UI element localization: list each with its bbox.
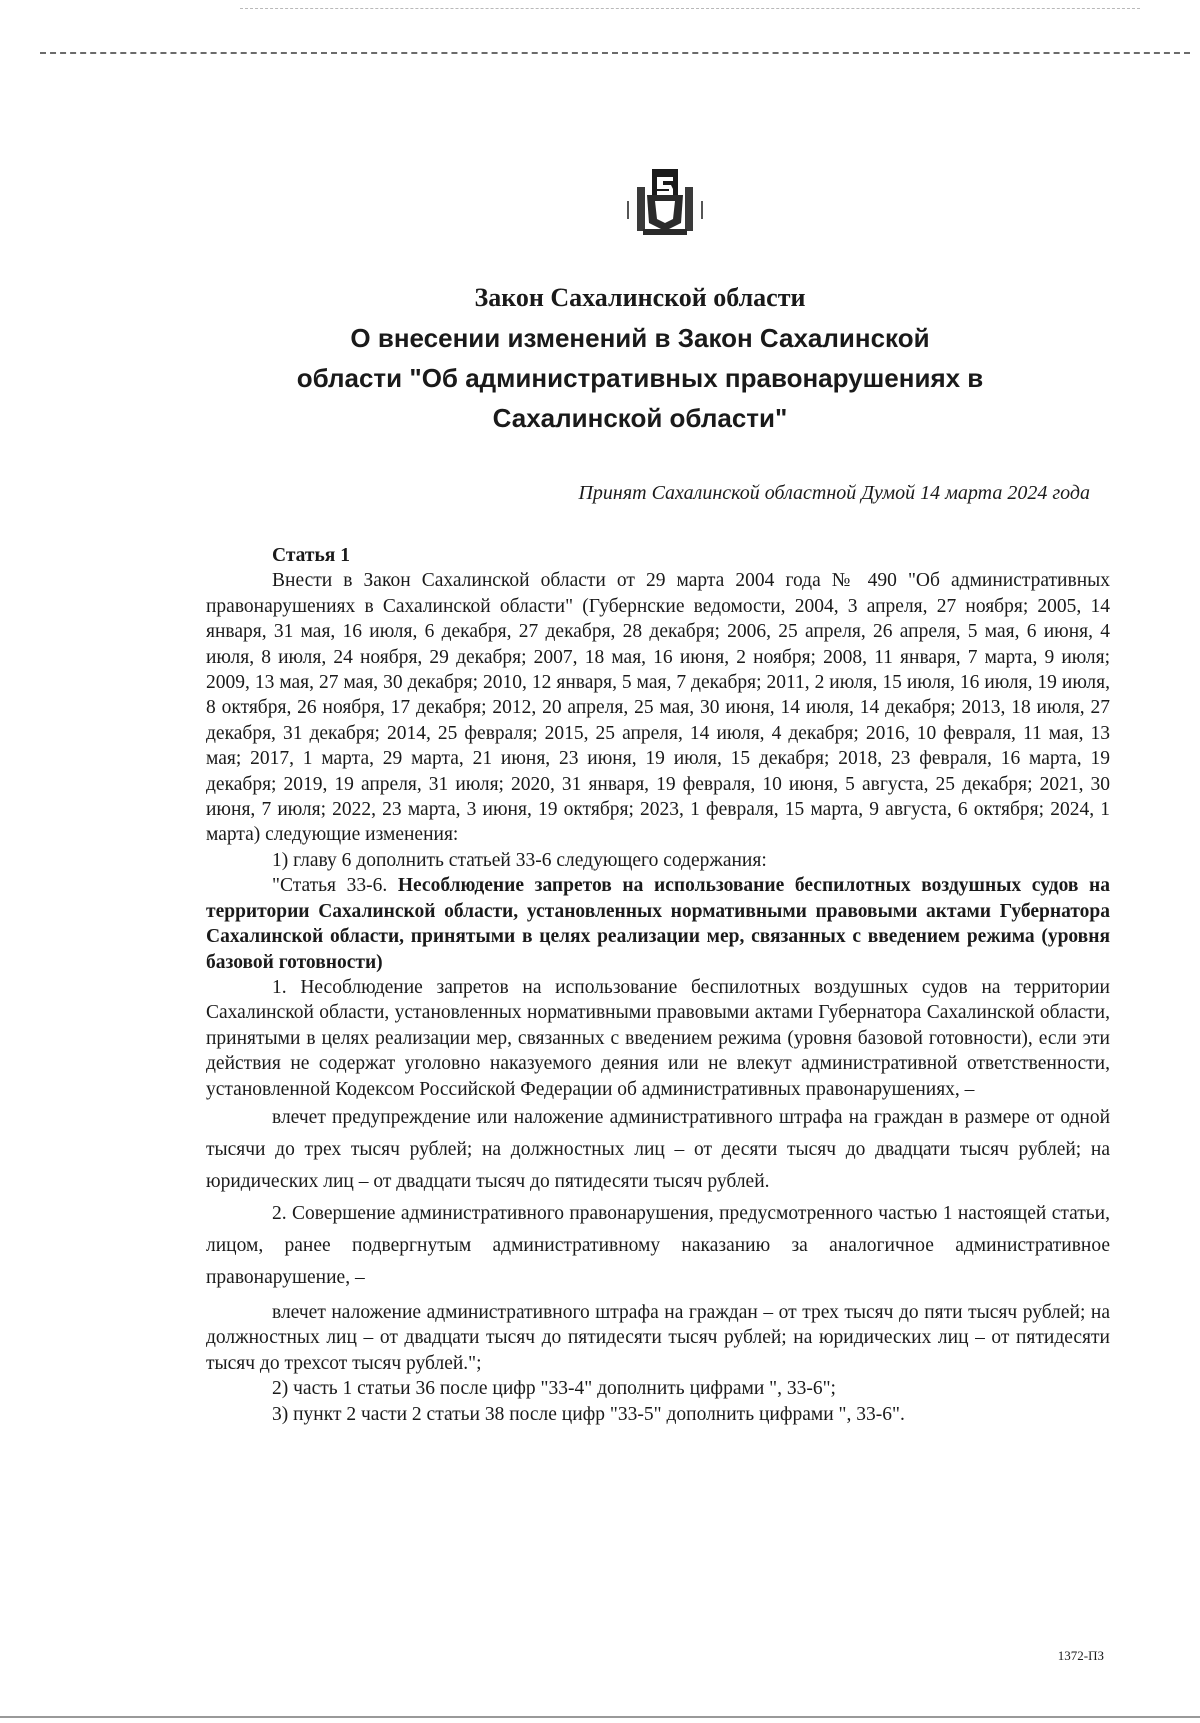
article-intro: Внести в Закон Сахалинской области от 29 марта 2004 года № 490 "Об административных правонарушениях в Сахалинской области" (Губернские ведомости, 2004, 3 апреля, 27 ноября; 2005, 14 января, 31 мая, 16 июля, 6 декабря, 27 декабря, 28 декабря; 2006, 25 апреля, 26 апреля, 5 мая, 6 июня, 4 июля, 8 июля, 24 ноября, 29 декабря; 2007, 18 мая, 16 июня, 2 ноября; 2008, 11 января, 7 марта, 9 июля; 2009, 13 мая, 27 мая, 30 декабря; 2010, 12 января, 5 мая, 7 декабря; 2011, 2 июля, 15 июля, 16 июля, 19 июля, 8 октября, 26 ноября, 17 декабря; 2012, 20 апреля, 25 мая, 30 июня, 14 июля, 14 декабря; 2013, 18 июля, 27 декабря, 31 декабря; 2014, 25 февраля; 2015, 25 апреля, 14 июля, 4 декабря; 2016, 10 февраля, 11 мая, 13 мая; 2017, 1 марта, 29 марта, 21 июня, 23 июня, 19 июля, 15 декабря; 2018, 23 февраля, 16 марта, 19 декабря; 2019, 19 апреля, 31 июля; 2020, 31 января, 19 февраля, 10 июня, 5 августа, 25 декабря; 2021, 30 июня, 7 июля; 2022, 23 марта, 3 июня, 19 октября; 2023, 1 февраля, 15 марта, 9 августа, 6 октября; 2024, 1 марта) следующие изменения: [206,570,1110,846]
article-part-1: 1. Несоблюдение запретов на использование беспилотных воздушных судов на территории Сахалинской области, установленных нормативными правовыми актами Губернатора Сахалинской области, принятыми в целях реализации мер, связанных с введением режима (уровня базовой готовности), если эти действия не содержат уголовно наказуемого деяния или не влекут административной ответственности, установленной Кодексом Российской Федерации об административных правонарушениях, – [206,976,1110,1100]
sakhalin-coat-of-arms-icon [625,165,705,245]
penalty-part-1: влечет предупреждение или наложение административного штрафа на граждан в размере от одной тысячи до трех тысяч рублей; на должностных лиц – от десяти тысяч до двадцати тысяч рублей; на юридических лиц – от двадцати тысяч до пятидесяти тысяч рублей. [206,1106,1110,1192]
title-subject-line: области "Об административных правонарушениях в [296,363,984,393]
scan-artifact-line [40,52,1190,54]
new-article-title: Несоблюдение запретов на использование беспилотных воздушных судов на территории Сахалинской области, установленных нормативными правовыми актами Губернатора Сахалинской области, принятыми в целях реализации мер, связанных с введением режима (уровня базовой готовности) [206,875,1110,973]
new-article-heading [206,873,1110,975]
document-body [206,543,1110,1427]
amendment-item-1: 1) главу 6 дополнить статьей 33-6 следующего содержания: [272,849,767,871]
document-title [200,278,1080,438]
amendment-item-3: 3) пункт 2 части 2 статьи 38 после цифр "33-5" дополнить цифрами ", 33-6". [272,1403,905,1425]
new-article-prefix: "Статья 33-6. [272,875,398,897]
amendment-item-2: 2) часть 1 статьи 36 после цифр "33-4" дополнить цифрами ", 33-6"; [272,1378,836,1400]
scan-artifact-line [240,8,1140,9]
penalty-part-2: влечет наложение административного штрафа на граждан – от трех тысяч до пяти тысяч рублей; на должностных лиц – от двадцати тысяч до пятидесяти тысяч рублей; на юридических лиц – от пятидесяти тысяч до трехсот тысяч рублей."; [206,1301,1110,1374]
title-subject-line: Сахалинской области" [492,403,788,433]
adoption-note: Принят Сахалинской областной Думой 14 марта 2024 года [578,482,1090,504]
document-code: 1372-ПЗ [1057,1648,1104,1663]
article-part-2: 2. Совершение административного правонарушения, предусмотренного частью 1 настоящей статьи, лицом, ранее подвергнутым административному наказанию за аналогичное административное правонарушение, – [206,1202,1110,1288]
article-heading: Статья 1 [272,545,350,566]
title-subject-line: О внесении изменений в Закон Сахалинской [350,323,930,353]
scan-artifact-line [0,1716,1200,1718]
title-law-name: Закон Сахалинской области [474,283,806,312]
